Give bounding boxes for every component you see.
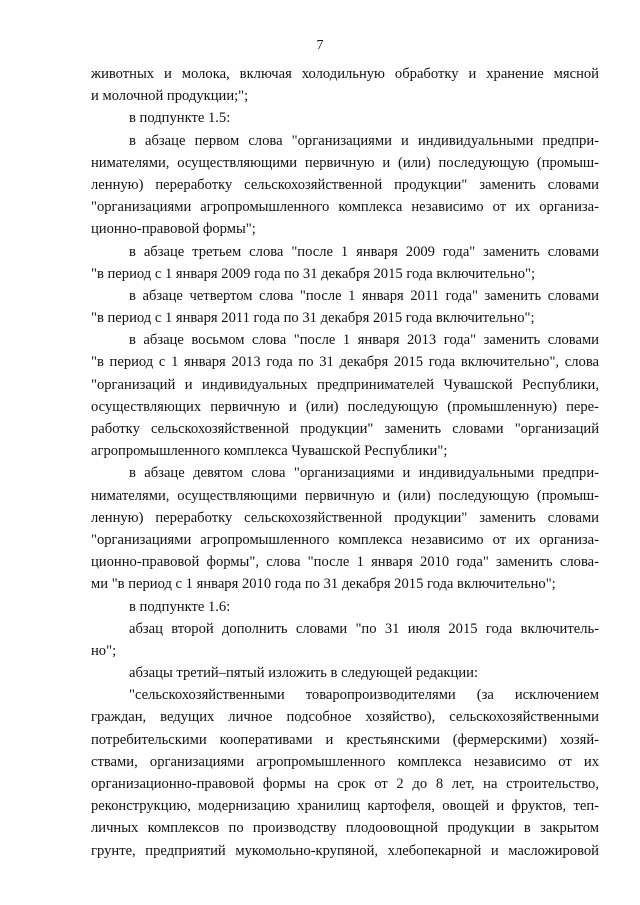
text-line: "в период с 1 января 2013 года по 31 декабря 2015 года включительно", слова	[91, 354, 599, 371]
page-number: 7	[316, 38, 324, 53]
text-line: ционно-правовой формы";	[91, 221, 256, 238]
text-line: в подпункте 1.5:	[129, 110, 231, 127]
text-line: ми "в период с 1 января 2010 года по 31 декабря 2015 года включительно";	[91, 576, 556, 593]
text-line: ционно-правовой формы", слова "после 1 января 2010 года" заменить слова-	[91, 554, 599, 571]
text-line: в подпункте 1.6:	[129, 598, 231, 615]
text-line: в абзаце восьмом слова "после 1 января 2013 года" заменить словами	[129, 332, 599, 349]
text-line: животных и молока, включая холодильную обработку и хранение мясной	[91, 66, 599, 82]
text-line: в абзаце третьем слова "после 1 января 2009 года" заменить словами	[129, 243, 599, 260]
text-line: грунте, предприятий мукомольно-крупяной, хлебопекарной и масложировой	[91, 842, 599, 859]
text-line: и молочной продукции;";	[91, 88, 249, 105]
text-line: "организациями агропромышленного комплекса независимо от их организа-	[91, 199, 599, 216]
document-body	[91, 63, 599, 862]
text-line: личных комплексов по производству плодоовощной продукции в закрытом	[91, 820, 599, 837]
text-line: абзац второй дополнить словами "по 31 июля 2015 года включитель-	[129, 620, 599, 637]
text-line: нимателями, осуществляющими первичную и (или) последующую (промыш-	[91, 154, 599, 171]
text-line: "в период с 1 января 2009 года по 31 декабря 2015 года включительно";	[91, 265, 536, 282]
text-line: абзацы третий–пятый изложить в следующей редакции:	[129, 665, 479, 682]
text-line: агропромышленного комплекса Чувашской Республики";	[91, 443, 448, 460]
text-line: организационно-правовой формы на срок от 2 до 8 лет, на строительство,	[91, 776, 599, 792]
text-line: осуществляющих первичную и (или) последующую (промышленную) пере-	[91, 398, 599, 415]
text-line: "в период с 1 января 2011 года по 31 декабря 2015 года включительно";	[91, 310, 535, 327]
text-line: в абзаце девятом слова "организациями и индивидуальными предпри-	[129, 465, 599, 482]
text-line: в абзаце первом слова "организациями и индивидуальными предпри-	[129, 132, 599, 149]
text-line: потребительскими кооперативами и крестьянскими (фермерскими) хозяй-	[91, 731, 599, 748]
text-line: граждан, ведущих личное подсобное хозяйство), сельскохозяйственными	[91, 709, 599, 726]
text-line: работку сельскохозяйственной продукции" заменить словами "организаций	[91, 421, 599, 437]
text-line: но";	[91, 642, 117, 659]
text-line: в абзаце четвертом слова "после 1 января 2011 года" заменить словами	[129, 287, 599, 304]
text-line: "организациями агропромышленного комплекса независимо от их организа-	[91, 531, 599, 548]
text-line: ленную) переработку сельскохозяйственной продукции" заменить словами	[91, 509, 599, 526]
text-line: "организаций и индивидуальных предпринимателей Чувашской Республики,	[91, 376, 599, 393]
text-line: ленную) переработку сельскохозяйственной продукции" заменить словами	[91, 176, 599, 193]
text-line: ствами, организациями агропромышленного комплекса независимо от их	[91, 753, 599, 770]
text-line: "сельскохозяйственными товаропроизводителями (за исключением	[129, 687, 599, 704]
text-line: нимателями, осуществляющими первичную и (или) последующую (промыш-	[91, 487, 599, 504]
text-line: реконструкцию, модернизацию хранилищ картофеля, овощей и фруктов, теп-	[91, 798, 599, 815]
